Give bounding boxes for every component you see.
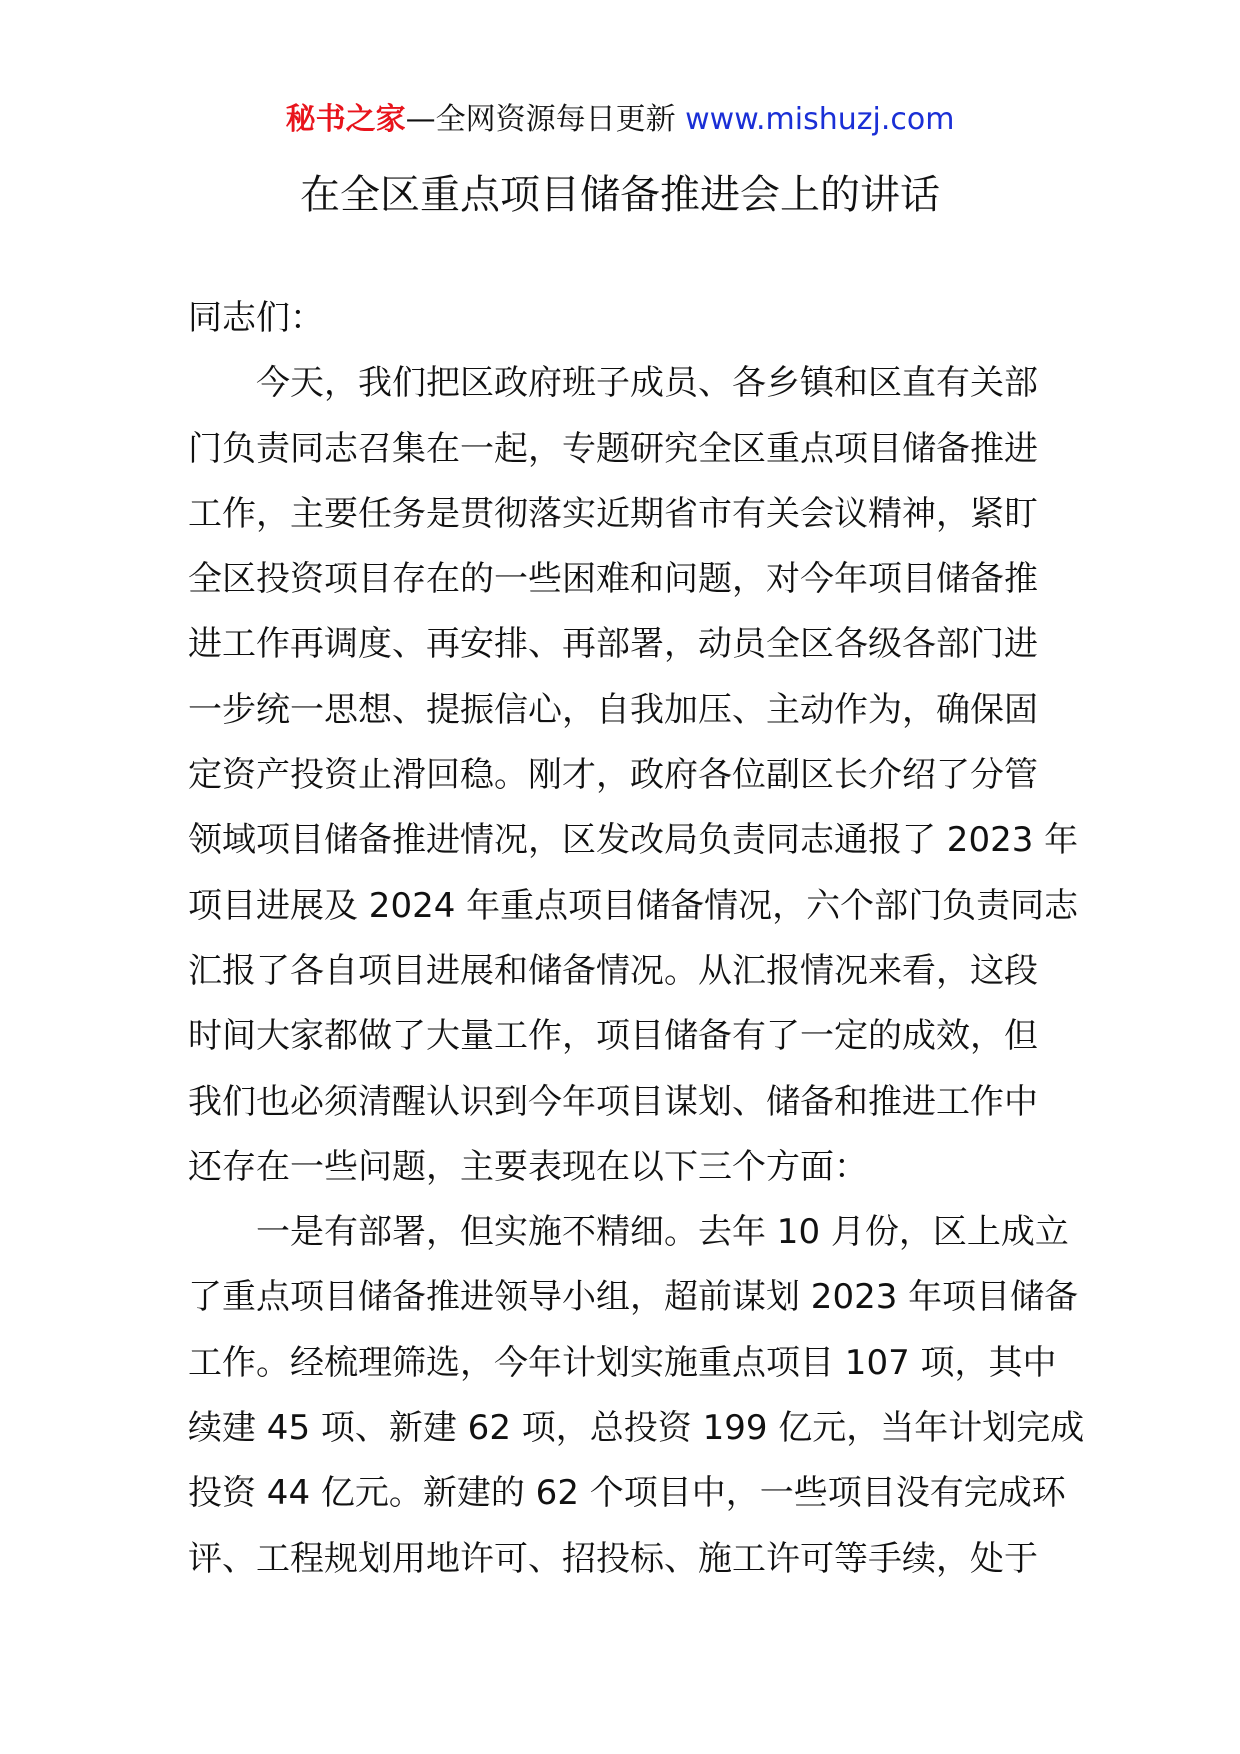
site-header	[0, 100, 1240, 140]
site-tagline: —全网资源每日更新	[405, 102, 686, 137]
text-line: 项目进展及 2024 年重点项目储备情况，六个部门负责同志	[188, 885, 1079, 926]
text-line: 了重点项目储备推进领导小组，超前谋划 2023 年项目储备	[188, 1277, 1079, 1318]
text-line: 时间大家都做了大量工作，项目储备有了一定的成效，但	[188, 1016, 1038, 1057]
text-line: 投资 44 亿元。新建的 62 个项目中，一些项目没有完成环	[188, 1473, 1066, 1514]
text-line: 进工作再调度、再安排、再部署，动员全区各级各部门进	[188, 624, 1038, 665]
text-line: 同志们：	[188, 298, 324, 338]
text-line: 汇报了各自项目进展和储备情况。从汇报情况来看，这段	[188, 950, 1038, 991]
text-line: 还存在一些问题，主要表现在以下三个方面：	[188, 1146, 868, 1187]
document-body	[188, 296, 1085, 1602]
text-line: 定资产投资止滑回稳。刚才，政府各位副区长介绍了分管	[188, 755, 1038, 796]
site-url[interactable]: www.mishuzj.com	[685, 102, 955, 137]
text-line: 门负责同志召集在一起，专题研究全区重点项目储备推进	[188, 428, 1038, 469]
site-brand: 秘书之家	[285, 102, 406, 137]
text-line: 全区投资项目存在的一些困难和问题，对今年项目储备推	[188, 559, 1038, 600]
text-line: 领域项目储备推进情况，区发改局负责同志通报了 2023 年	[188, 820, 1079, 861]
text-line: 工作。经梳理筛选，今年计划实施重点项目 107 项，其中	[188, 1342, 1057, 1383]
text-line: 我们也必须清醒认识到今年项目谋划、储备和推进工作中	[188, 1081, 1038, 1122]
text-line: 今天，我们把区政府班子成员、各乡镇和区直有关部	[188, 363, 1038, 404]
text-line: 续建 45 项、新建 62 项，总投资 199 亿元，当年计划完成	[188, 1408, 1085, 1449]
text-line: 工作，主要任务是贯彻落实近期省市有关会议精神，紧盯	[188, 493, 1038, 534]
text-line: 一是有部署，但实施不精细。去年 10 月份，区上成立	[188, 1212, 1069, 1253]
document-title: 在全区重点项目储备推进会上的讲话	[300, 172, 940, 218]
text-line: 一步统一思想、提振信心，自我加压、主动作为，确保固	[188, 689, 1038, 730]
text-line: 评、工程规划用地许可、招投标、施工许可等手续，处于	[188, 1538, 1038, 1579]
